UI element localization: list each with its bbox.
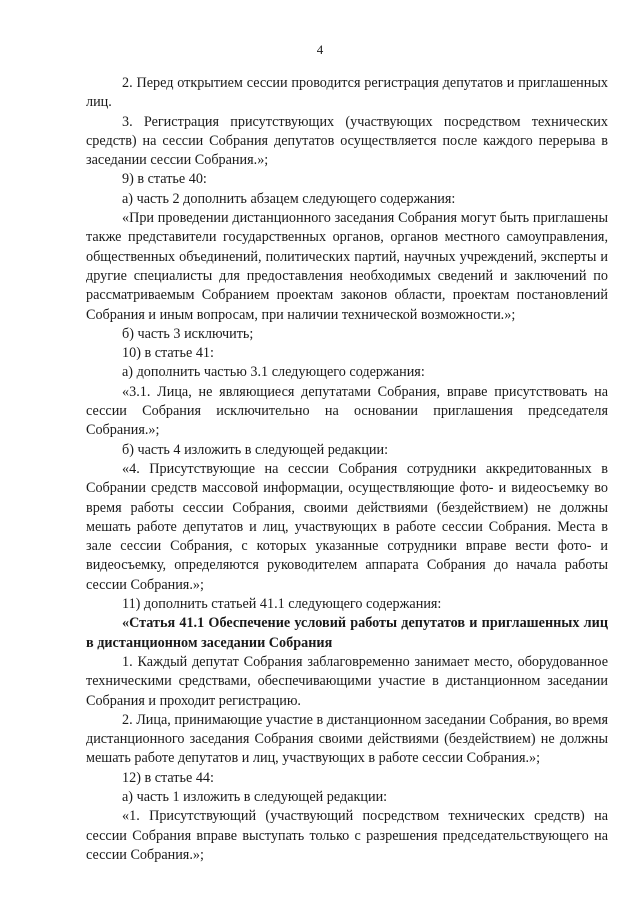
page-number: 4 — [316, 42, 324, 57]
paragraph-item-12: 12) в статье 44: — [122, 769, 214, 786]
document-body — [86, 74, 608, 865]
paragraph-part-3-1: «3.1. Лица, не являющиеся депутатами Собрания, вправе присутствовать на сессии Собрания исключительно на основании приглашения председателя Собрания.»; — [86, 383, 608, 439]
paragraph-registration-before-session: 2. Перед открытием сессии проводится регистрация депутатов и приглашенных лиц. — [86, 75, 608, 111]
paragraph-item-10: 10) в статье 41: — [122, 345, 214, 362]
paragraph-item-9b: б) часть 3 исключить; — [122, 325, 254, 342]
paragraph-item-11: 11) дополнить статьей 41.1 следующего содержания: — [122, 596, 442, 613]
paragraph-article-41-1-part-1: 1. Каждый депутат Собрания заблаговременно занимает место, оборудованное техническими средствами, обеспечивающими участие в дистанционном заседании Собрания и проходит регистрацию. — [86, 653, 608, 709]
paragraph-article-44-part-1: «1. Присутствующий (участвующий посредством технических средств) на сессии Собрания вправе выступать только с разрешения председательствующего на сессии Собрания.»; — [86, 808, 608, 863]
paragraph-part-4-media: «4. Присутствующие на сессии Собрания сотрудники аккредитованных в Собрании средств массовой информации, осуществляющие фото- и видеосъемку во время работы сессии Собрания, своими действиями (бездействием) не должны мешать работе депутатов и лиц, участвующих в работе сессии Собрания. Места в зале сессии Собрания, с которых указанные сотрудники вправе вести фото- и видеосъемку, определяются руководителем аппарата Собрания до начала работы сессии Собрания.»; — [86, 460, 608, 593]
paragraph-item-9a: а) часть 2 дополнить абзацем следующего содержания: — [122, 190, 456, 207]
article-41-1-heading: «Статья 41.1 Обеспечение условий работы депутатов и приглашенных лиц в дистанционном заседании Собрания — [86, 615, 608, 651]
paragraph-article-41-1-part-2: 2. Лица, принимающие участие в дистанционном заседании Собрания, во время дистанционного заседания Собрания своими действиями (бездействием) не должны мешать работе депутатов и лиц, участвующих в работе сессии Собрания.»; — [86, 711, 609, 767]
paragraph-item-12a: а) часть 1 изложить в следующей редакции: — [122, 788, 388, 805]
paragraph-remote-session-invitees: «При проведении дистанционного заседания Собрания могут быть приглашены также представители государственных органов, органов местного самоуправления, общественных объединений, политических партий, научных учреждений, эксперты и другие специалисты для предоставления необходимых сведений и заключений по рассматриваемым Собранием проектам законов области, проектам постановлений Собрания и иным вопросам, при наличии технической возможности.»; — [86, 210, 608, 323]
paragraph-item-9: 9) в статье 40: — [122, 171, 207, 188]
paragraph-item-10a: а) дополнить частью 3.1 следующего содержания: — [122, 364, 425, 381]
paragraph-registration-after-break: 3. Регистрация присутствующих (участвующих посредством технических средств) на сессии Собрания депутатов осуществляется после каждого перерыва в заседании сессии Собрания.»; — [86, 113, 608, 169]
paragraph-item-10b: б) часть 4 изложить в следующей редакции: — [122, 441, 389, 458]
